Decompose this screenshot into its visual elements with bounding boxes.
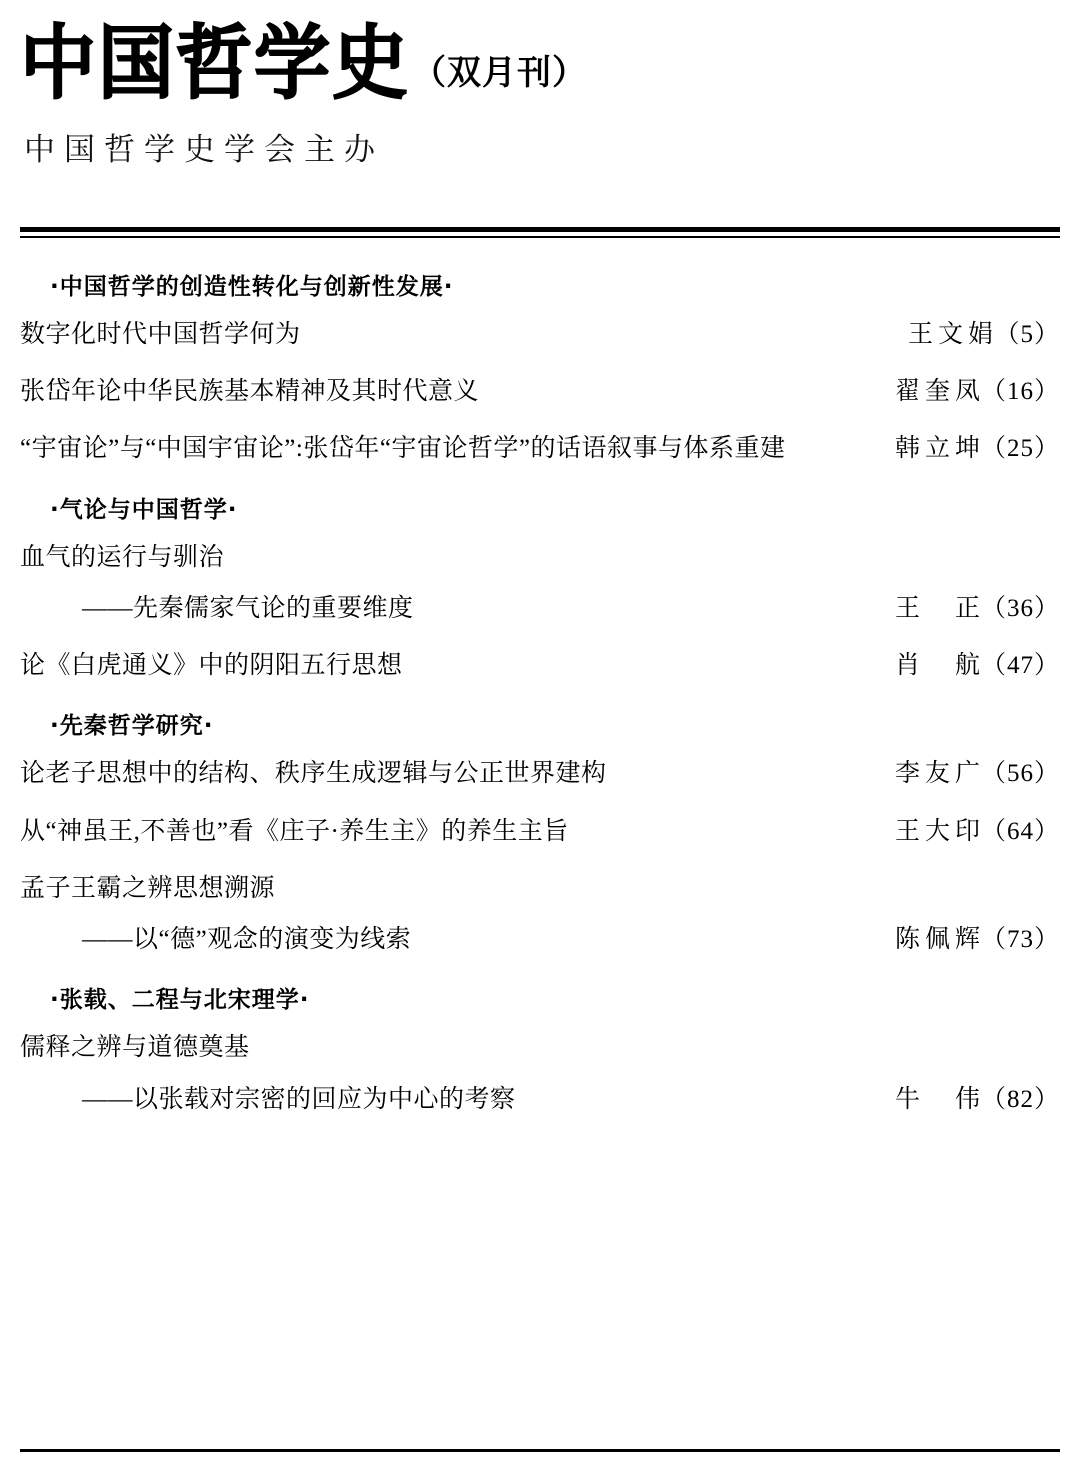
toc-entry-title: 儒释之辨与道德奠基: [20, 1034, 250, 1062]
toc-entry-title: 数字化时代中国哲学何为: [20, 320, 301, 348]
toc-entry[interactable]: [20, 376, 1060, 407]
toc-entry-title: 从“神虽王,不善也”看《庄子·养生主》的养生主旨: [20, 817, 569, 845]
toc-entry-page: （64）: [980, 817, 1060, 845]
toc-section-heading: ·气论与中国哲学·: [50, 496, 238, 523]
toc-entry-title: 论老子思想中的结构、秩序生成逻辑与公正世界建构: [20, 760, 607, 788]
toc-entry-page: （73）: [980, 926, 1060, 954]
toc-entry-page: （47）: [980, 652, 1060, 680]
toc-entry-page: （56）: [980, 760, 1060, 788]
toc-entry-author: 王大印: [894, 817, 981, 845]
toc-entry[interactable]: [20, 1032, 1060, 1063]
title-row: [20, 15, 1060, 111]
toc-entry-page: （25）: [980, 435, 1060, 463]
toc-entry-page: （36）: [980, 594, 1060, 622]
masthead: [20, 0, 1060, 169]
toc-entry[interactable]: [20, 593, 1060, 624]
toc-section-heading: ·先秦哲学研究·: [50, 713, 214, 740]
toc-entry-meta: [879, 924, 1060, 955]
toc-entry-meta: [879, 650, 1060, 681]
toc-section-heading: ·张载、二程与北宋理学·: [50, 987, 310, 1014]
toc-entry[interactable]: [20, 650, 1060, 681]
toc-entry-title: 张岱年论中华民族基本精神及其时代意义: [20, 378, 480, 406]
toc-entry-meta: [879, 593, 1060, 624]
toc-entry-author: 李友广: [894, 760, 981, 788]
toc-entry[interactable]: [20, 758, 1060, 789]
toc-entry-meta: [892, 319, 1060, 350]
toc-entry-page: （82）: [980, 1085, 1060, 1113]
toc-entry-meta: [879, 758, 1060, 789]
toc-entry[interactable]: [20, 873, 1060, 904]
toc-section-heading: ·中国哲学的创造性转化与创新性发展·: [50, 273, 454, 300]
table-of-contents: [20, 268, 1060, 1115]
toc-entry-author: 王文娟: [908, 320, 994, 348]
journal-title: 中国哲学史: [20, 15, 410, 111]
toc-entry[interactable]: [20, 1084, 1060, 1115]
toc-entry-title: ——以张载对宗密的回应为中心的考察: [82, 1085, 516, 1113]
divider-thick: [20, 227, 1060, 232]
divider-bottom: [20, 1449, 1060, 1452]
toc-entry-author: 韩立坤: [894, 435, 981, 463]
toc-entry-author: 陈佩辉: [894, 926, 981, 954]
toc-entry[interactable]: [20, 816, 1060, 847]
toc-entry[interactable]: [20, 542, 1060, 573]
toc-entry-title: “宇宙论”与“中国宇宙论”:张岱年“宇宙论哲学”的话语叙事与体系重建: [20, 435, 786, 463]
toc-entry-meta: [879, 1084, 1060, 1115]
toc-entry-author: 牛 伟: [894, 1085, 981, 1113]
journal-frequency: （双月刊）: [412, 52, 587, 93]
toc-entry-meta: [879, 376, 1060, 407]
toc-entry-title: ——先秦儒家气论的重要维度: [82, 594, 414, 622]
toc-entry[interactable]: [20, 319, 1060, 350]
divider-thin: [20, 236, 1060, 238]
toc-entry-author: 王 正: [894, 594, 981, 622]
toc-entry[interactable]: [20, 924, 1060, 955]
toc-entry-author: 翟奎凤: [894, 378, 981, 406]
toc-entry-title: 孟子王霸之辨思想溯源: [20, 874, 276, 902]
toc-entry-meta: [879, 433, 1060, 464]
toc-entry-meta: [879, 816, 1060, 847]
journal-sponsor: 中国哲学史学会主办: [24, 131, 384, 168]
toc-entry-title: 论《白虎通义》中的阴阳五行思想: [20, 652, 403, 680]
toc-entry-title: ——以“德”观念的演变为线索: [82, 926, 412, 954]
toc-entry[interactable]: [20, 433, 1060, 464]
toc-entry-page: （16）: [980, 378, 1060, 406]
toc-entry-author: 肖 航: [894, 652, 981, 680]
toc-entry-title: 血气的运行与驯治: [20, 543, 225, 571]
toc-entry-page: （5）: [994, 320, 1060, 348]
